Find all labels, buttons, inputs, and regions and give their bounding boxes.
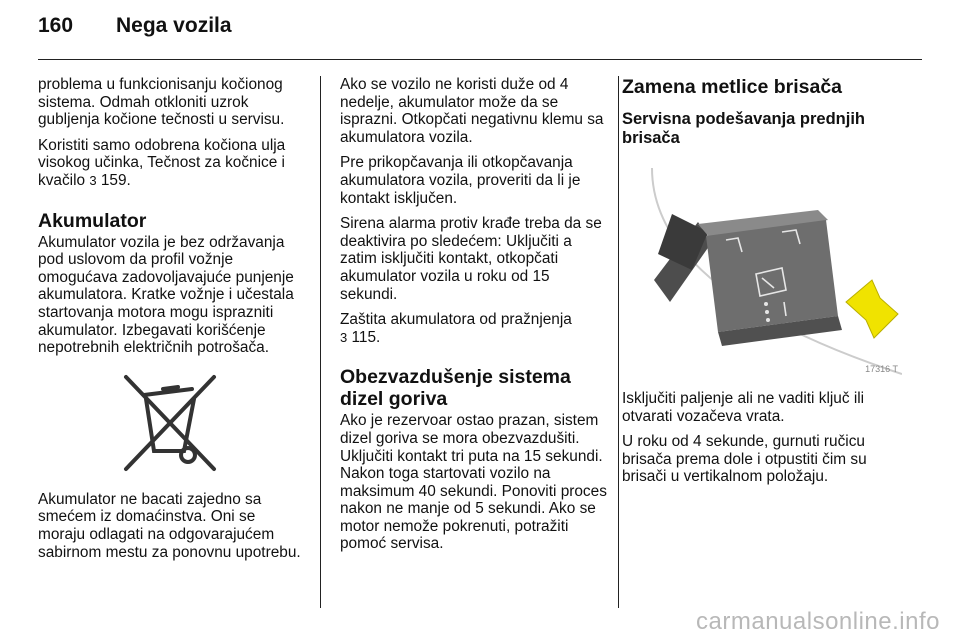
cross-reference-arrow-icon: 3 xyxy=(340,329,348,345)
ignition-off-paragraph: Isključiti paljenje ali ne vaditi ključ ili otvarati vozačeva vrata. xyxy=(622,390,865,425)
figure-code: 17316 T xyxy=(865,364,898,374)
storage-paragraph: Ako se vozilo ne koristi duže od 4 nedelje, akumulator može da se isprazni. Otkopčati negativnu klemu sa akumulatora vozila. xyxy=(340,76,604,146)
wiper-service-subheading: Servisna podešavanja prednjih brisača xyxy=(622,110,866,147)
battery-paragraph: Akumulator vozila je bez održavanja pod uslovom da profil vožnje omogućava zadovoljavajuće punjenje akumulatora. Kratke vožnje i učestala startovanja motora mogu isprazniti akumulator. Izbegavati korišćenje nepotrebnih električnih potrošača. xyxy=(38,233,294,357)
cross-reference-page[interactable]: 159. xyxy=(96,171,131,189)
wiper-replacement-heading: Zamena metlice brisača xyxy=(622,76,843,98)
cross-reference-arrow-icon: 3 xyxy=(89,172,97,188)
page-header xyxy=(38,14,232,38)
brake-oil-paragraph: Koristiti samo odobrena kočiona ulja visokog učinka, Tečnost za kočnice i kvačilo 3 159. xyxy=(38,136,286,189)
page-number: 160 xyxy=(38,14,74,37)
header-rule xyxy=(38,59,922,60)
column-3 xyxy=(622,76,912,494)
discharge-protection-paragraph: Zaštita akumulatora od pražnjenja 3 115. xyxy=(340,311,572,346)
column-1 xyxy=(38,76,306,569)
wiper-stalk-illustration xyxy=(622,162,902,376)
cross-reference-page[interactable]: 115. xyxy=(347,328,381,346)
ignition-check-paragraph: Pre prikopčavanja ili otkopčavanja akumulatora vozila, proveriti da li je kontakt isključen. xyxy=(340,154,581,207)
diesel-bleeding-paragraph: Ako je rezervoar ostao prazan, sistem dizel goriva se mora obezvazdušiti. Uključiti kontakt tri puta na 15 sekundi. Nakon toga startovati vozilo na maksimum 40 sekundi. Ponoviti proces nakon ne manje od 5 sekundi. Ako se motor nemože pokrenuti, potražiti pomoć servisa. xyxy=(340,412,607,553)
page-title: Nega vozila xyxy=(116,14,232,37)
crossed-out-bin-icon xyxy=(118,373,222,473)
column-divider-1 xyxy=(320,76,321,608)
column-2 xyxy=(340,76,608,561)
column-divider-2 xyxy=(618,76,619,608)
alarm-paragraph: Sirena alarma protiv krađe treba da se deaktivira po sledećem: Uključiti a zatim isključiti kontakt, otkopčati akumulator vozila u roku od 15 sekundi. xyxy=(340,215,602,303)
diesel-bleeding-heading: Obezvazdušenje sistema dizel goriva xyxy=(340,366,571,411)
watermark: carmanualsonline.info xyxy=(696,608,940,635)
brake-fluid-paragraph: problema u funkcionisanju kočionog sistema. Odmah otkloniti uzrok gubljenja kočione tečnosti u servisu. xyxy=(38,76,285,129)
battery-heading: Akumulator xyxy=(38,209,147,232)
wiper-stalk-paragraph: U roku od 4 sekunde, gurnuti ručicu brisača prema dole i otpustiti čim su brisači u vertikalnom položaju. xyxy=(622,433,867,486)
battery-disposal-paragraph: Akumulator ne bacati zajedno sa smećem iz domaćinstva. Oni se moraju odlagati na odgovarajućem sabirnom mestu za ponovnu upotrebu. xyxy=(38,490,301,561)
